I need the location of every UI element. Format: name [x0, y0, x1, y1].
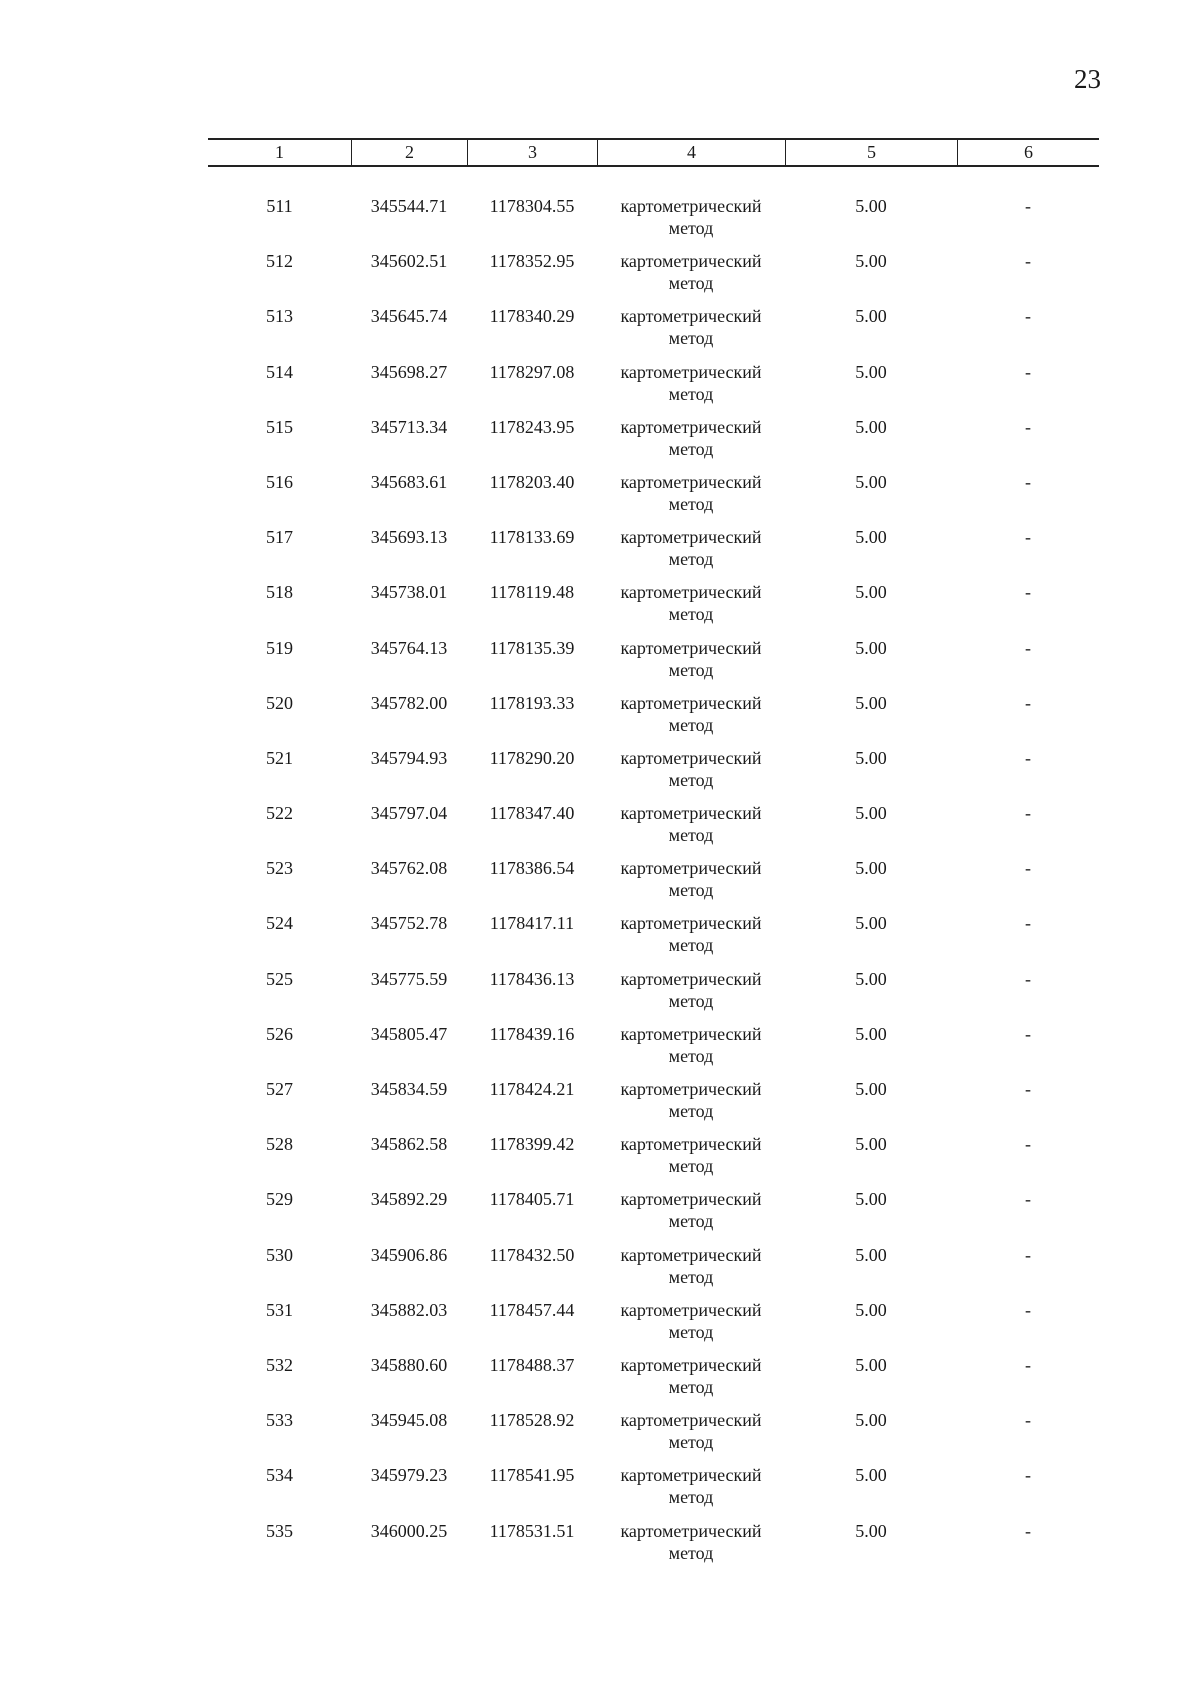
table-row	[208, 747, 1099, 802]
table-row	[208, 968, 1099, 1023]
method-cell	[597, 1078, 785, 1133]
column-header-2: 2	[351, 140, 467, 165]
method-line-1: картометрический	[620, 1299, 762, 1320]
method-line-1: картометрический	[620, 582, 762, 603]
method-cell	[597, 692, 785, 747]
method-line-2: метод	[668, 383, 714, 404]
method-line-2: метод	[668, 825, 714, 846]
y-coordinate-cell: 1178243.95	[489, 416, 575, 437]
method-line-2: метод	[668, 493, 714, 514]
point-number-cell: 524	[266, 913, 293, 934]
method-line-1: картометрический	[620, 1023, 762, 1044]
x-coordinate-cell: 345713.34	[370, 416, 448, 437]
method-cell	[597, 1464, 785, 1519]
method-line-2: метод	[668, 714, 714, 735]
accuracy-cell: 5.00	[855, 1299, 887, 1320]
x-coordinate-cell: 345683.61	[370, 471, 448, 492]
method-line-2: метод	[668, 1045, 714, 1066]
method-line-1: картометрический	[620, 1520, 762, 1541]
method-line-2: метод	[668, 1487, 714, 1508]
x-coordinate-cell: 345797.04	[370, 803, 448, 824]
x-coordinate-cell: 345693.13	[370, 527, 448, 548]
table-row	[208, 361, 1099, 416]
method-line-2: метод	[668, 328, 714, 349]
note-cell: -	[1025, 692, 1031, 713]
note-cell: -	[1025, 306, 1031, 327]
y-coordinate-cell: 1178405.71	[489, 1189, 575, 1210]
y-coordinate-cell: 1178457.44	[489, 1299, 575, 1320]
note-cell: -	[1025, 582, 1031, 603]
x-coordinate-cell: 345762.08	[370, 858, 448, 879]
x-coordinate-cell: 345544.71	[370, 196, 448, 216]
point-number-cell: 512	[266, 251, 293, 272]
method-cell	[597, 1354, 785, 1409]
method-line-2: метод	[668, 1266, 714, 1287]
table-row	[208, 1409, 1099, 1464]
x-coordinate-cell: 345738.01	[370, 582, 448, 603]
point-number-cell: 525	[266, 968, 293, 989]
accuracy-cell: 5.00	[855, 471, 887, 492]
x-coordinate-cell: 345862.58	[370, 1134, 448, 1155]
point-number-cell: 532	[266, 1354, 293, 1375]
point-number-cell: 521	[266, 747, 293, 768]
accuracy-cell: 5.00	[855, 527, 887, 548]
method-cell	[597, 1299, 785, 1354]
accuracy-cell: 5.00	[855, 196, 887, 216]
method-line-1: картометрический	[620, 968, 762, 989]
x-coordinate-cell: 345906.86	[370, 1244, 448, 1265]
method-line-1: картометрический	[620, 196, 762, 216]
note-cell: -	[1025, 1079, 1031, 1099]
column-header-5: 5	[785, 140, 957, 165]
x-coordinate-cell: 345698.27	[370, 361, 448, 382]
method-line-1: картометрический	[620, 1079, 762, 1099]
method-line-2: метод	[668, 1542, 714, 1563]
method-cell	[597, 747, 785, 802]
note-cell: -	[1025, 251, 1031, 272]
column-header-1: 1	[275, 142, 284, 162]
note-cell: -	[1025, 858, 1031, 879]
method-cell	[597, 250, 785, 305]
method-cell	[597, 195, 785, 250]
method-line-1: картометрический	[620, 858, 762, 879]
x-coordinate-cell: 345805.47	[370, 1023, 448, 1044]
accuracy-cell: 5.00	[855, 1244, 887, 1265]
accuracy-cell: 5.00	[855, 1189, 887, 1210]
method-line-2: метод	[668, 604, 714, 625]
method-cell	[597, 968, 785, 1023]
accuracy-cell: 5.00	[855, 637, 887, 658]
y-coordinate-cell: 1178304.55	[489, 196, 575, 216]
method-line-2: метод	[668, 1376, 714, 1397]
method-cell	[597, 912, 785, 967]
method-line-2: метод	[668, 273, 714, 294]
method-cell	[597, 1188, 785, 1243]
method-cell	[597, 581, 785, 636]
y-coordinate-cell: 1178417.11	[489, 913, 575, 934]
x-coordinate-cell: 345752.78	[370, 913, 448, 934]
y-coordinate-cell: 1178488.37	[489, 1354, 575, 1375]
table-row	[208, 1188, 1099, 1243]
note-cell: -	[1025, 637, 1031, 658]
y-coordinate-cell: 1178528.92	[489, 1410, 575, 1431]
x-coordinate-cell: 345764.13	[370, 637, 448, 658]
method-line-2: метод	[668, 549, 714, 570]
y-coordinate-cell: 1178297.08	[489, 361, 575, 382]
note-cell: -	[1025, 1023, 1031, 1044]
method-line-1: картометрический	[620, 1189, 762, 1210]
x-coordinate-cell: 345880.60	[370, 1354, 448, 1375]
method-cell	[597, 857, 785, 912]
table-row	[208, 912, 1099, 967]
method-line-1: картометрический	[620, 1465, 762, 1486]
method-cell	[597, 416, 785, 471]
y-coordinate-cell: 1178193.33	[489, 692, 575, 713]
method-line-2: метод	[668, 769, 714, 790]
method-line-2: метод	[668, 218, 714, 238]
y-coordinate-cell: 1178347.40	[489, 803, 575, 824]
method-line-2: метод	[668, 880, 714, 901]
method-cell	[597, 526, 785, 581]
y-coordinate-cell: 1178352.95	[489, 251, 575, 272]
point-number-cell: 517	[266, 527, 293, 548]
table-row	[208, 1133, 1099, 1188]
accuracy-cell: 5.00	[855, 416, 887, 437]
x-coordinate-cell: 345979.23	[370, 1465, 448, 1486]
method-cell	[597, 1023, 785, 1078]
method-line-2: метод	[668, 1156, 714, 1177]
table-row	[208, 1464, 1099, 1519]
y-coordinate-cell: 1178432.50	[489, 1244, 575, 1265]
table-row	[208, 692, 1099, 747]
method-line-2: метод	[668, 659, 714, 680]
x-coordinate-cell: 345775.59	[370, 968, 448, 989]
note-cell: -	[1025, 416, 1031, 437]
accuracy-cell: 5.00	[855, 913, 887, 934]
method-line-1: картометрический	[620, 361, 762, 382]
y-coordinate-cell: 1178436.13	[489, 968, 575, 989]
note-cell: -	[1025, 1410, 1031, 1431]
method-cell	[597, 1133, 785, 1188]
note-cell: -	[1025, 747, 1031, 768]
table-body	[208, 195, 1099, 1575]
method-cell	[597, 637, 785, 692]
page-number: 23	[1074, 64, 1101, 94]
method-cell	[597, 1520, 785, 1575]
point-number-cell: 522	[266, 803, 293, 824]
point-number-cell: 519	[266, 637, 293, 658]
point-number-cell: 513	[266, 306, 293, 327]
column-header-6: 6	[957, 140, 1099, 165]
method-cell	[597, 1409, 785, 1464]
note-cell: -	[1025, 1189, 1031, 1210]
table-row	[208, 857, 1099, 912]
table-header	[208, 138, 1099, 167]
method-line-1: картометрический	[620, 1244, 762, 1265]
method-line-1: картометрический	[620, 913, 762, 934]
column-header-4: 4	[597, 140, 785, 165]
table-row	[208, 471, 1099, 526]
y-coordinate-cell: 1178541.95	[489, 1465, 575, 1486]
table-row	[208, 250, 1099, 305]
x-coordinate-cell: 346000.25	[370, 1520, 448, 1541]
y-coordinate-cell: 1178386.54	[489, 858, 575, 879]
note-cell: -	[1025, 196, 1031, 216]
point-number-cell: 530	[266, 1244, 293, 1265]
method-line-2: метод	[668, 438, 714, 459]
point-number-cell: 515	[266, 416, 293, 437]
x-coordinate-cell: 345892.29	[370, 1189, 448, 1210]
y-coordinate-cell: 1178135.39	[489, 637, 575, 658]
point-number-cell: 520	[266, 692, 293, 713]
method-cell	[597, 361, 785, 416]
y-coordinate-cell: 1178119.48	[489, 582, 575, 603]
accuracy-cell: 5.00	[855, 747, 887, 768]
coordinates-table	[208, 138, 1099, 1575]
table-row	[208, 1078, 1099, 1133]
method-line-1: картометрический	[620, 527, 762, 548]
point-number-cell: 531	[266, 1299, 293, 1320]
method-line-2: метод	[668, 935, 714, 956]
x-coordinate-cell: 345834.59	[370, 1079, 448, 1099]
method-line-2: метод	[668, 1432, 714, 1453]
table-row	[208, 526, 1099, 581]
table-row	[208, 1244, 1099, 1299]
column-header-3: 3	[467, 140, 597, 165]
accuracy-cell: 5.00	[855, 1465, 887, 1486]
method-cell	[597, 305, 785, 360]
y-coordinate-cell: 1178340.29	[489, 306, 575, 327]
method-cell	[597, 802, 785, 857]
point-number-cell: 533	[266, 1410, 293, 1431]
method-cell	[597, 1244, 785, 1299]
note-cell: -	[1025, 471, 1031, 492]
method-line-1: картометрический	[620, 692, 762, 713]
point-number-cell: 526	[266, 1023, 293, 1044]
method-line-1: картометрический	[620, 416, 762, 437]
x-coordinate-cell: 345645.74	[370, 306, 448, 327]
point-number-cell: 529	[266, 1189, 293, 1210]
method-line-2: метод	[668, 1321, 714, 1342]
point-number-cell: 527	[266, 1079, 293, 1099]
accuracy-cell: 5.00	[855, 692, 887, 713]
method-line-2: метод	[668, 1101, 714, 1121]
accuracy-cell: 5.00	[855, 582, 887, 603]
accuracy-cell: 5.00	[855, 1079, 887, 1099]
table-row	[208, 1023, 1099, 1078]
y-coordinate-cell: 1178531.51	[489, 1520, 575, 1541]
point-number-cell: 523	[266, 858, 293, 879]
method-line-1: картометрический	[620, 637, 762, 658]
x-coordinate-cell: 345882.03	[370, 1299, 448, 1320]
table-row	[208, 802, 1099, 857]
note-cell: -	[1025, 803, 1031, 824]
accuracy-cell: 5.00	[855, 858, 887, 879]
method-line-1: картометрический	[620, 803, 762, 824]
point-number-cell: 514	[266, 361, 293, 382]
note-cell: -	[1025, 1465, 1031, 1486]
point-number-cell: 535	[266, 1520, 293, 1541]
point-number-cell: 518	[266, 582, 293, 603]
y-coordinate-cell: 1178424.21	[489, 1079, 575, 1099]
table-row	[208, 1520, 1099, 1575]
accuracy-cell: 5.00	[855, 803, 887, 824]
table-row	[208, 581, 1099, 636]
method-line-1: картометрический	[620, 747, 762, 768]
x-coordinate-cell: 345794.93	[370, 747, 448, 768]
note-cell: -	[1025, 1520, 1031, 1541]
point-number-cell: 528	[266, 1134, 293, 1155]
method-line-1: картометрический	[620, 306, 762, 327]
table-row	[208, 1299, 1099, 1354]
y-coordinate-cell: 1178290.20	[489, 747, 575, 768]
accuracy-cell: 5.00	[855, 1410, 887, 1431]
x-coordinate-cell: 345782.00	[370, 692, 448, 713]
accuracy-cell: 5.00	[855, 968, 887, 989]
note-cell: -	[1025, 1299, 1031, 1320]
table-row	[208, 195, 1099, 250]
point-number-cell: 516	[266, 471, 293, 492]
point-number-cell: 534	[266, 1465, 293, 1486]
method-line-1: картометрический	[620, 251, 762, 272]
method-line-1: картометрический	[620, 1134, 762, 1155]
method-line-1: картометрический	[620, 471, 762, 492]
method-line-2: метод	[668, 990, 714, 1011]
y-coordinate-cell: 1178399.42	[489, 1134, 575, 1155]
accuracy-cell: 5.00	[855, 361, 887, 382]
note-cell: -	[1025, 361, 1031, 382]
table-row	[208, 305, 1099, 360]
accuracy-cell: 5.00	[855, 1023, 887, 1044]
point-number-cell: 511	[266, 196, 293, 216]
table-row	[208, 1354, 1099, 1409]
note-cell: -	[1025, 1134, 1031, 1155]
method-line-1: картометрический	[620, 1410, 762, 1431]
method-cell	[597, 471, 785, 526]
x-coordinate-cell: 345602.51	[370, 251, 448, 272]
y-coordinate-cell: 1178133.69	[489, 527, 575, 548]
accuracy-cell: 5.00	[855, 1134, 887, 1155]
y-coordinate-cell: 1178203.40	[489, 471, 575, 492]
method-line-2: метод	[668, 1211, 714, 1232]
table-row	[208, 637, 1099, 692]
method-line-1: картометрический	[620, 1354, 762, 1375]
accuracy-cell: 5.00	[855, 306, 887, 327]
note-cell: -	[1025, 913, 1031, 934]
table-row	[208, 416, 1099, 471]
accuracy-cell: 5.00	[855, 1354, 887, 1375]
accuracy-cell: 5.00	[855, 251, 887, 272]
note-cell: -	[1025, 1244, 1031, 1265]
note-cell: -	[1025, 1354, 1031, 1375]
y-coordinate-cell: 1178439.16	[489, 1023, 575, 1044]
x-coordinate-cell: 345945.08	[370, 1410, 448, 1431]
note-cell: -	[1025, 527, 1031, 548]
accuracy-cell: 5.00	[855, 1520, 887, 1541]
note-cell: -	[1025, 968, 1031, 989]
